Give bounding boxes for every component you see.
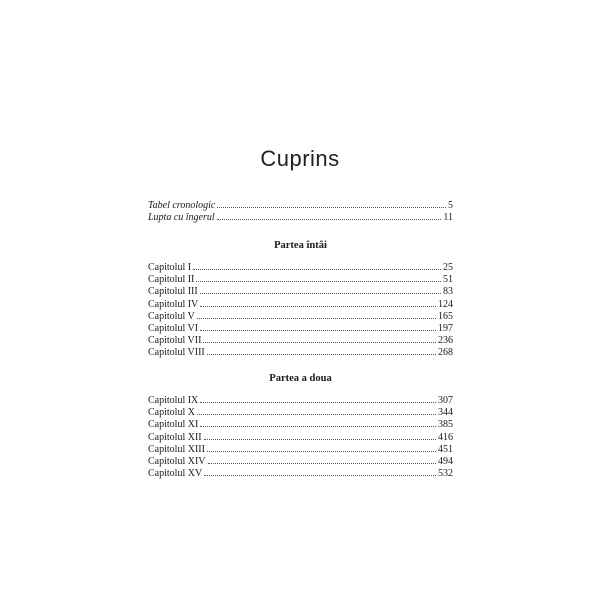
entry-label: Capitolul XIII — [148, 443, 205, 455]
list-item[interactable] — [148, 456, 453, 468]
entry-label: Capitolul II — [148, 274, 195, 286]
list-item[interactable] — [148, 419, 453, 431]
entry-page: 25 — [443, 262, 453, 273]
list-item[interactable] — [148, 407, 453, 419]
entry-label: Capitolul VII — [148, 335, 202, 347]
list-item[interactable] — [148, 335, 453, 347]
dot-leader — [197, 318, 436, 319]
entry-page: 124 — [438, 298, 453, 310]
entry-label: Capitolul III — [148, 286, 198, 298]
list-item[interactable] — [148, 262, 453, 274]
entry-page: 5 — [448, 200, 453, 211]
entry-page: 494 — [438, 455, 453, 467]
dot-leader — [204, 475, 436, 476]
list-item[interactable] — [148, 444, 453, 456]
entry-page: 268 — [438, 347, 453, 359]
entry-page: 344 — [438, 407, 453, 419]
dot-leader — [207, 451, 436, 452]
entry-page: 165 — [438, 310, 453, 322]
dot-leader — [217, 219, 442, 220]
chapter-list — [148, 395, 453, 480]
dot-leader — [200, 426, 436, 427]
entry-page: 307 — [438, 395, 453, 406]
chapter-list — [148, 262, 453, 360]
entry-page: 197 — [438, 322, 453, 334]
dot-leader — [196, 281, 441, 282]
entry-page: 532 — [438, 468, 453, 480]
dot-leader — [200, 402, 436, 403]
dot-leader — [207, 354, 436, 355]
entry-label: Capitolul IX — [148, 395, 199, 406]
list-item[interactable] — [148, 286, 453, 298]
entry-label: Capitolul XIV — [148, 455, 206, 467]
dot-leader — [200, 330, 436, 331]
entry-label: Capitolul VI — [148, 322, 199, 334]
part-heading: Partea a doua — [269, 373, 332, 384]
list-item[interactable] — [148, 432, 453, 444]
entry-page: 385 — [438, 419, 453, 431]
list-item[interactable] — [148, 299, 453, 311]
entry-label: Capitolul XI — [148, 419, 199, 431]
dot-leader — [200, 293, 441, 294]
entry-label: Capitolul XII — [148, 431, 202, 443]
entry-label: Capitolul IV — [148, 298, 199, 310]
page-title: Cuprins — [260, 146, 340, 171]
intro-list — [148, 200, 453, 224]
entry-label: Capitolul I — [148, 262, 192, 273]
list-item[interactable] — [148, 200, 453, 212]
entry-page: 236 — [438, 335, 453, 347]
entry-page: 416 — [438, 431, 453, 443]
dot-leader — [203, 342, 436, 343]
entry-label: Capitolul X — [148, 407, 195, 419]
dot-leader — [217, 207, 446, 208]
entry-label: Capitolul V — [148, 310, 195, 322]
dot-leader — [200, 306, 436, 307]
dot-leader — [208, 463, 437, 464]
dot-leader — [197, 414, 436, 415]
entry-label: Tabel cronologic — [148, 200, 216, 211]
list-item[interactable] — [148, 347, 453, 359]
entry-page: 451 — [438, 443, 453, 455]
list-item[interactable] — [148, 468, 453, 480]
list-item[interactable] — [148, 395, 453, 407]
dot-leader — [204, 439, 436, 440]
entry-label: Capitolul VIII — [148, 347, 205, 359]
part-heading: Partea întâi — [274, 240, 327, 251]
list-item[interactable] — [148, 274, 453, 286]
entry-page: 11 — [443, 212, 453, 224]
list-item[interactable] — [148, 311, 453, 323]
dot-leader — [193, 269, 441, 270]
entry-label: Capitolul XV — [148, 468, 203, 480]
entry-label: Lupta cu îngerul — [148, 212, 215, 224]
list-item[interactable] — [148, 323, 453, 335]
entry-page: 51 — [443, 274, 453, 286]
entry-page: 83 — [443, 286, 453, 298]
list-item[interactable] — [148, 212, 453, 224]
